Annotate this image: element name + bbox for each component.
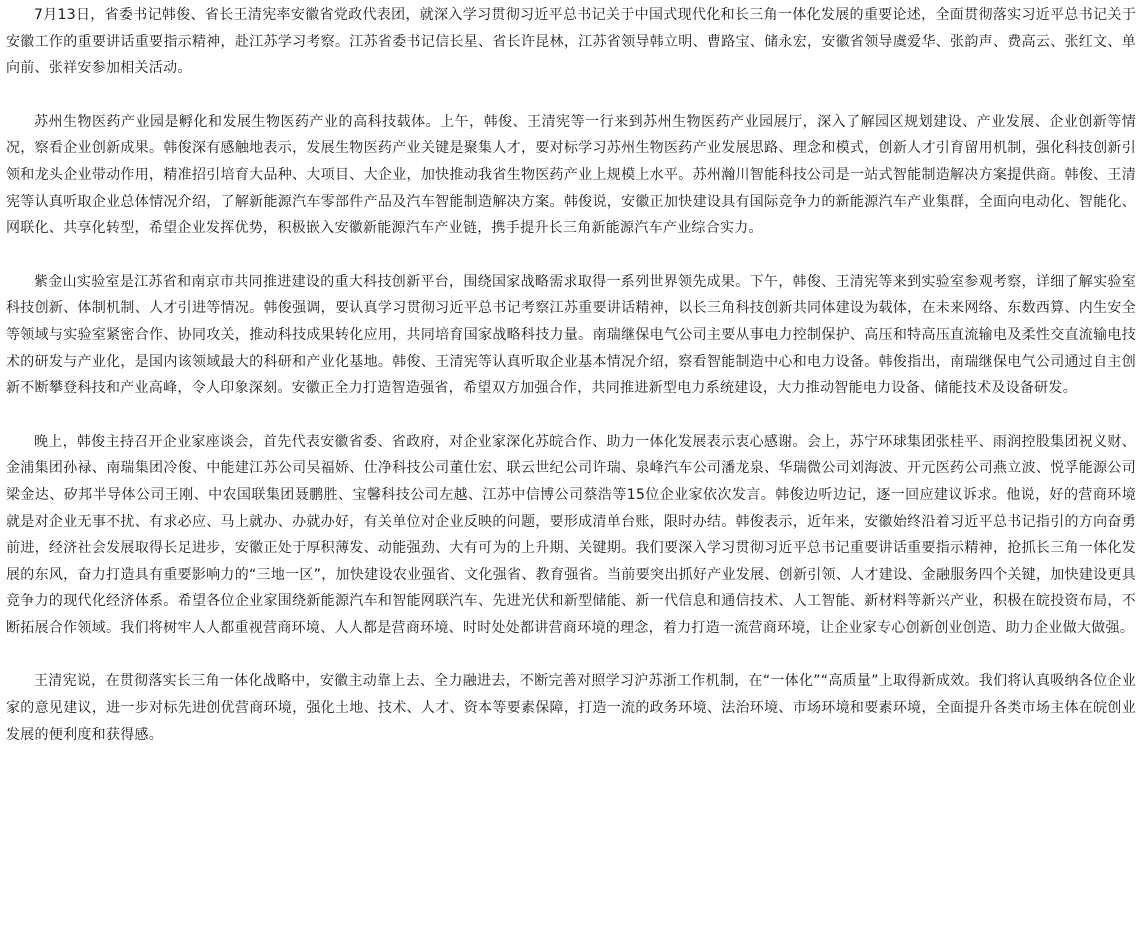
paragraph-suzhou: 苏州生物医药产业园是孵化和发展生物医药产业的高科技载体。上午，韩俊、王清宪等一行来到苏州生物医药产业园展厅，深入了解园区规划建设、产业发展、企业创新等情况，察看企业创新成果。韩俊深有感触地表示，发展生物医药产业关键是聚集人才，要对标学习苏州生物医药产业发展思路、理念和模式，创新人才引育留用机制，强化科技创新引领和龙头企业带动作用，精准招引培育大品种、大项目、大企业，加快推动我省生物医药产业上规模上水平。苏州瀚川智能科技公司是一站式智能制造解决方案提供商。韩俊、王清宪等认真听取企业总体情况介绍，了解新能源汽车零部件产品及汽车智能制造解决方案。韩俊说，安徽正加快建设具有国际竞争力的新能源汽车产业集群，全面向电动化、智能化、网联化、共享化转型，希望企业发挥优势，积极嵌入安徽新能源汽车产业链，携手提升长三角新能源汽车产业综合实力。 [6, 113, 1136, 237]
paragraph-intro: 7月13日，省委书记韩俊、省长王清宪率安徽省党政代表团，就深入学习贯彻习近平总书记关于中国式现代化和长三角一体化发展的重要论述，全面贯彻落实习近平总书记关于安徽工作的重要讲话重要指示精神，赴江苏学习考察。江苏省委书记信长星、省长许昆林，江苏省领导韩立明、曹路宝、储永宏，安徽省领导虞爱华、张韵声、费高云、张红文、单向前、张祥安参加相关活动。 [6, 7, 1136, 77]
paragraph-closing: 王清宪说，在贯彻落实长三角一体化战略中，安徽主动靠上去、全力融进去，不断完善对照学习沪苏浙工作机制，在“一体化”“高质量”上取得新成效。我们将认真吸纳各位企业家的意见建议，进一步对标先进创优营商环境，强化土地、技术、人才、资本等要素保障，打造一流的政务环境、法治环境、市场环境和要素环境，全面提升各类市场主体在皖创业发展的便利度和获得感。 [6, 673, 1136, 743]
paragraph-zijinshan: 紫金山实验室是江苏省和南京市共同推进建设的重大科技创新平台，围绕国家战略需求取得一系列世界领先成果。下午，韩俊、王清宪等来到实验室参观考察，详细了解实验室科技创新、体制机制、人才引进等情况。韩俊强调，要认真学习贯彻习近平总书记考察江苏重要讲话精神，以长三角科技创新共同体建设为载体，在未来网络、东数西算、内生安全等领域与实验室紧密合作、协同攻关，推动科技成果转化应用，共同培育国家战略科技力量。南瑞继保电气公司主要从事电力控制保护、高压和特高压直流输电及柔性交直流输电技术的研发与产业化，是国内该领域最大的科研和产业化基地。韩俊、王清宪等认真听取企业基本情况介绍，察看智能制造中心和电力设备。韩俊指出，南瑞继保电气公司通过自主创新不断攀登科技和产业高峰，令人印象深刻。安徽正全力打造智造强省，希望双方加强合作，共同推进新型电力系统建设，大力推动智能电力设备、储能技术及设备研发。 [6, 273, 1136, 397]
paragraph-symposium: 晚上，韩俊主持召开企业家座谈会，首先代表安徽省委、省政府，对企业家深化苏皖合作、助力一体化发展表示衷心感谢。会上，苏宁环球集团张桂平、雨润控股集团祝义财、金浦集团孙䘵、南瑞集团冷俊、中能建江苏公司吴福娇、仕净科技公司董仕宏、联云世纪公司许瑞、泉峰汽车公司潘龙泉、华瑞微公司刘海波、开元医药公司燕立波、悦孚能源公司梁金达、矽邦半导体公司王刚、中农国联集团聂鹏胜、宝馨科技公司左越、江苏中信博公司蔡浩等15位企业家依次发言。韩俊边听边记，逐一回应建议诉求。他说，好的营商环境就是对企业无事不扰、有求必应、马上就办、办就办好，有关单位对企业反映的问题，要形成清单台账，限时办结。韩俊表示，近年来，安徽始终沿着习近平总书记指引的方向奋勇前进，经济社会发展取得长足进步，安徽正处于厚积薄发、动能强劲、大有可为的上升期、关键期。我们要深入学习贯彻习近平总书记重要讲话重要指示精神，抢抓长三角一体化发展的东风，奋力打造具有重要影响力的“三地一区”，加快建设农业强省、文化强省、教育强省。当前要突出抓好产业发展、创新引领、人才建设、金融服务四个关键，加快建设更具竞争力的现代化经济体系。希望各位企业家围绕新能源汽车和智能网联汽车、先进光伏和新型储能、新一代信息和通信技术、人工智能、新材料等新兴产业，积极在皖投资布局，不断拓展合作领域。我们将树牢人人都重视营商环境、人人都是营商环境、时时处处都讲营商环境的理念，着力打造一流营商环境，让企业家专心创新创业创造、助力企业做大做强。 [6, 433, 1136, 636]
